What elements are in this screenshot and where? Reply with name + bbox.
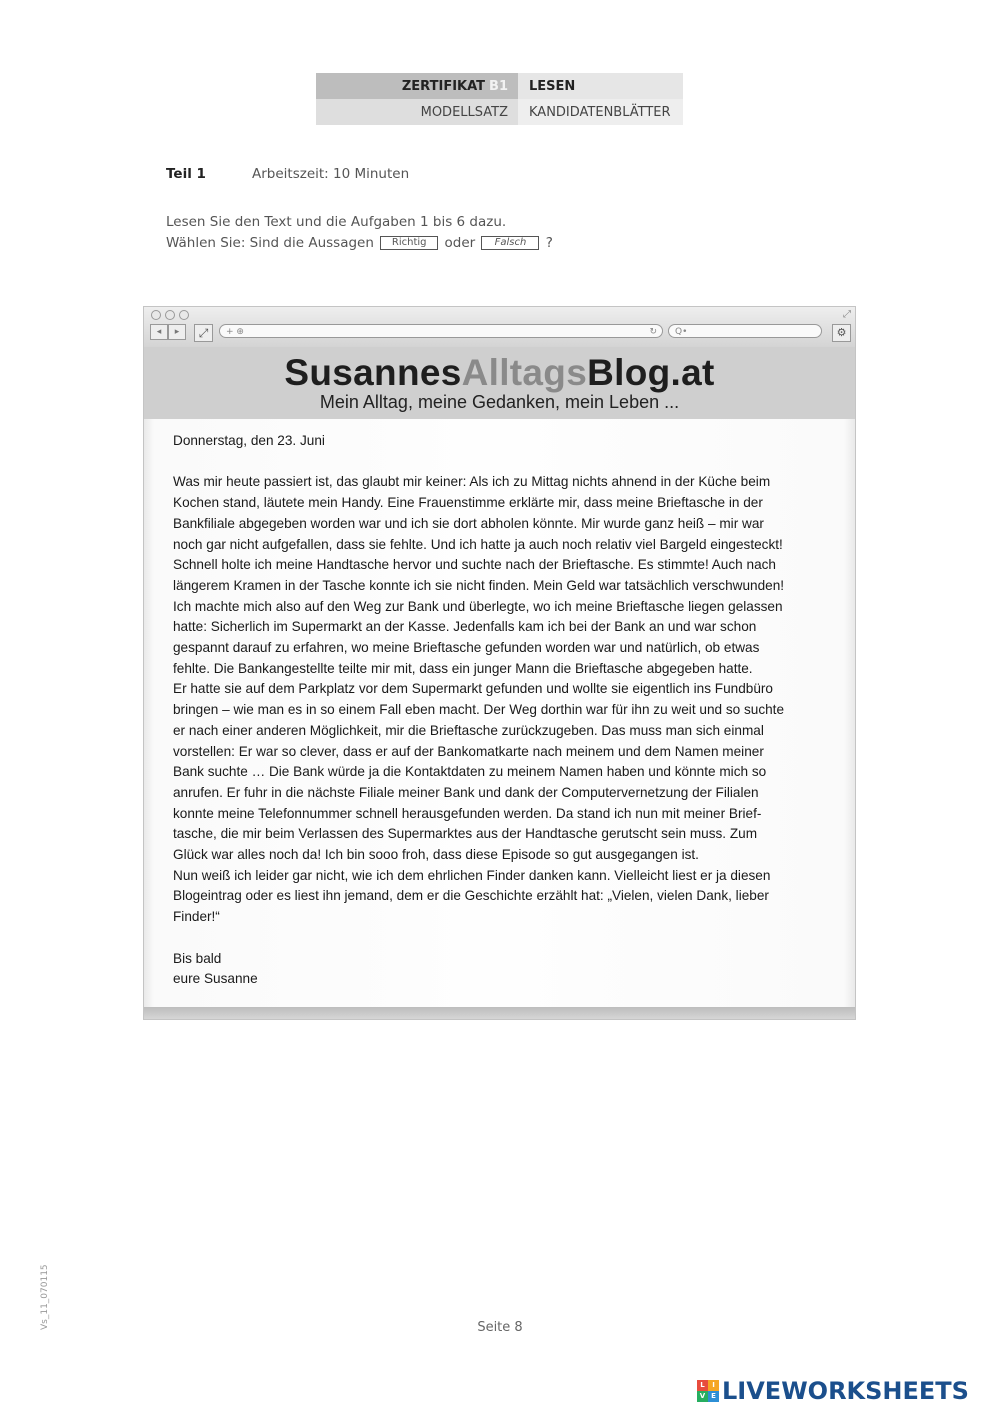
zertifikat-label	[316, 73, 518, 99]
post-line: Nun weiß ich leider gar nicht, wie ich dem ehrlichen Finder danken kann. Vielleicht liest er ja diesen	[173, 867, 771, 883]
arbeitszeit: Arbeitszeit: 10 Minuten	[252, 166, 410, 182]
post-body	[173, 472, 833, 927]
title-part-3: Blog.at	[587, 352, 715, 393]
url-bar[interactable]	[219, 324, 663, 338]
post-line: Blogeintrag oder es liest ihn jemand, dem er die Geschichte erzählt hat: „Vielen, vielen Dank, lieber	[173, 888, 769, 904]
blog-banner	[144, 347, 855, 419]
post-date: Donnerstag, den 23. Juni	[173, 433, 325, 448]
post-line: vorstellen: Er war so clever, dass er auf der Bankomatkarte nach meinem und dem Namen meiner	[173, 743, 764, 759]
instruction-line-1: Lesen Sie den Text und die Aufgaben 1 bis 6 dazu.	[166, 214, 507, 230]
browser-chrome	[144, 307, 855, 347]
instruction-prefix: Wählen Sie: Sind die Aussagen	[166, 235, 374, 251]
window-controls	[151, 310, 189, 320]
post-line: bringen – wie man es in so einem Fall eben macht. Der Weg dorthin war für ihn zu weit und so suchte	[173, 702, 785, 718]
blog-post	[173, 431, 833, 990]
richtig-tag: Richtig	[380, 236, 438, 250]
post-line: anrufen. Er fuhr in die nächste Filiale meiner Bank und dank der Computervernetzung der Filialen	[173, 784, 759, 800]
post-line: Bank suchte … Die Bank würde ja die Kontaktdaten zu meinem Namen haben und könnte mich so	[173, 764, 767, 780]
teil-label: Teil 1	[166, 166, 206, 182]
level-text: B1	[489, 78, 508, 94]
post-line: tasche, die mir beim Verlassen des Supermarktes aus der Handtasche gerutscht sein muss. Zum	[173, 826, 758, 842]
logo-letter: V	[697, 1391, 708, 1402]
falsch-tag: Falsch	[481, 236, 539, 250]
zertifikat-text: ZERTIFIKAT	[401, 78, 486, 94]
modellsatz-label: MODELLSATZ	[316, 99, 518, 125]
reload-icon[interactable]: ↻	[649, 327, 657, 337]
post-line: noch gar nicht aufgefallen, dass sie fehlte. Und ich hatte ja auch noch relativ viel Bargeld eingesteckt!	[173, 536, 783, 552]
logo-letter: E	[708, 1391, 719, 1402]
search-input[interactable]	[668, 324, 822, 338]
post-line: Er hatte sie auf dem Parkplatz vor dem Supermarkt gefunden und wollte sie eigentlich ins Fundbüro	[173, 681, 773, 697]
title-part-2: Alltags	[461, 352, 588, 393]
blog-title	[144, 353, 855, 393]
instruction-line-2	[166, 233, 553, 254]
url-text: + ⊕	[226, 327, 244, 337]
post-line: längerem Kramen in der Tasche konnte ich sie nicht finden. Mein Geld war tatsächlich verschwunden!	[173, 577, 785, 593]
liveworksheets-watermark	[697, 1377, 969, 1405]
section-label: LESEN	[518, 73, 683, 99]
question-mark: ?	[545, 235, 553, 251]
title-part-1: Susannes	[284, 352, 462, 393]
post-line: gespannt darauf zu erfahren, wo meine Brieftasche gefunden worden war und natürlich, ob etwas	[173, 640, 760, 656]
closing-line-1: Bis bald	[173, 950, 222, 966]
post-line: konnte meine Telefonnummer schnell herausgefunden werden. Da stand ich nun mit meiner Brief-	[173, 805, 762, 821]
page-number: Seite 8	[477, 1320, 523, 1335]
post-line: Was mir heute passiert ist, das glaubt mir keiner: Als ich zu Mittag nichts ahnend in der Küche beim	[173, 474, 771, 490]
browser-status-bar	[144, 1007, 855, 1019]
post-line: hatte: Sicherlich im Supermarkt an der Kasse. Jedenfalls kam ich bei der Bank an und war schon	[173, 619, 757, 635]
exam-header	[316, 73, 683, 125]
blog-subtitle: Mein Alltag, meine Gedanken, mein Leben ...	[319, 392, 680, 412]
post-line: Ich machte mich also auf den Weg zur Bank und überlegte, wo ich meine Brieftasche liegen gelassen	[173, 598, 783, 614]
expand-icon[interactable]: ⤢	[194, 324, 213, 342]
gear-icon[interactable]: ⚙	[832, 324, 851, 342]
close-icon[interactable]	[151, 310, 161, 320]
post-line: Glück war alles noch da! Ich bin sooo froh, dass diese Episode so gut ausgegangen ist.	[173, 847, 699, 863]
forward-button[interactable]: ▸	[168, 324, 186, 340]
logo-letter: I	[708, 1380, 719, 1391]
closing-line-2: eure Susanne	[173, 971, 258, 987]
blog-content	[144, 419, 855, 1007]
post-line: Finder!“	[173, 909, 220, 925]
maximize-icon[interactable]	[179, 310, 189, 320]
fullscreen-icon[interactable]: ⤢	[843, 309, 851, 320]
browser-window	[143, 306, 856, 1020]
kandidaten-label: KANDIDATENBLÄTTER	[518, 99, 683, 125]
post-line: Kochen stand, läutete mein Handy. Eine Frauenstimme erklärte mir, dass meine Brieftasche in der	[173, 495, 763, 511]
nav-buttons	[150, 324, 186, 340]
back-button[interactable]: ◂	[150, 324, 168, 340]
liveworksheets-text: LIVEWORKSHEETS	[722, 1377, 969, 1405]
instructions	[166, 212, 553, 254]
oder-text: oder	[444, 235, 476, 251]
logo-letter: L	[697, 1380, 708, 1391]
post-line: Schnell holte ich meine Handtasche hervor und suchte nach der Brieftasche. Es stimmte! Auch nach	[173, 557, 776, 573]
minimize-icon[interactable]	[165, 310, 175, 320]
side-code: Vs_11_070115	[40, 1264, 50, 1330]
post-line: fehlte. Die Bankangestellte teilte mir mit, dass ein junger Mann die Brieftasche abgegeben hatte.	[173, 660, 753, 676]
search-text: Q•	[675, 327, 688, 337]
post-line: Bankfiliale abgegeben worden war und ich sie dort abholen könnte. Mir wurde ganz heiß – mir war	[173, 515, 764, 531]
post-line: er nach einer anderen Möglichkeit, mir die Brieftasche zurückzugeben. Das muss man sich einmal	[173, 722, 764, 738]
liveworksheets-logo-icon	[697, 1380, 719, 1402]
